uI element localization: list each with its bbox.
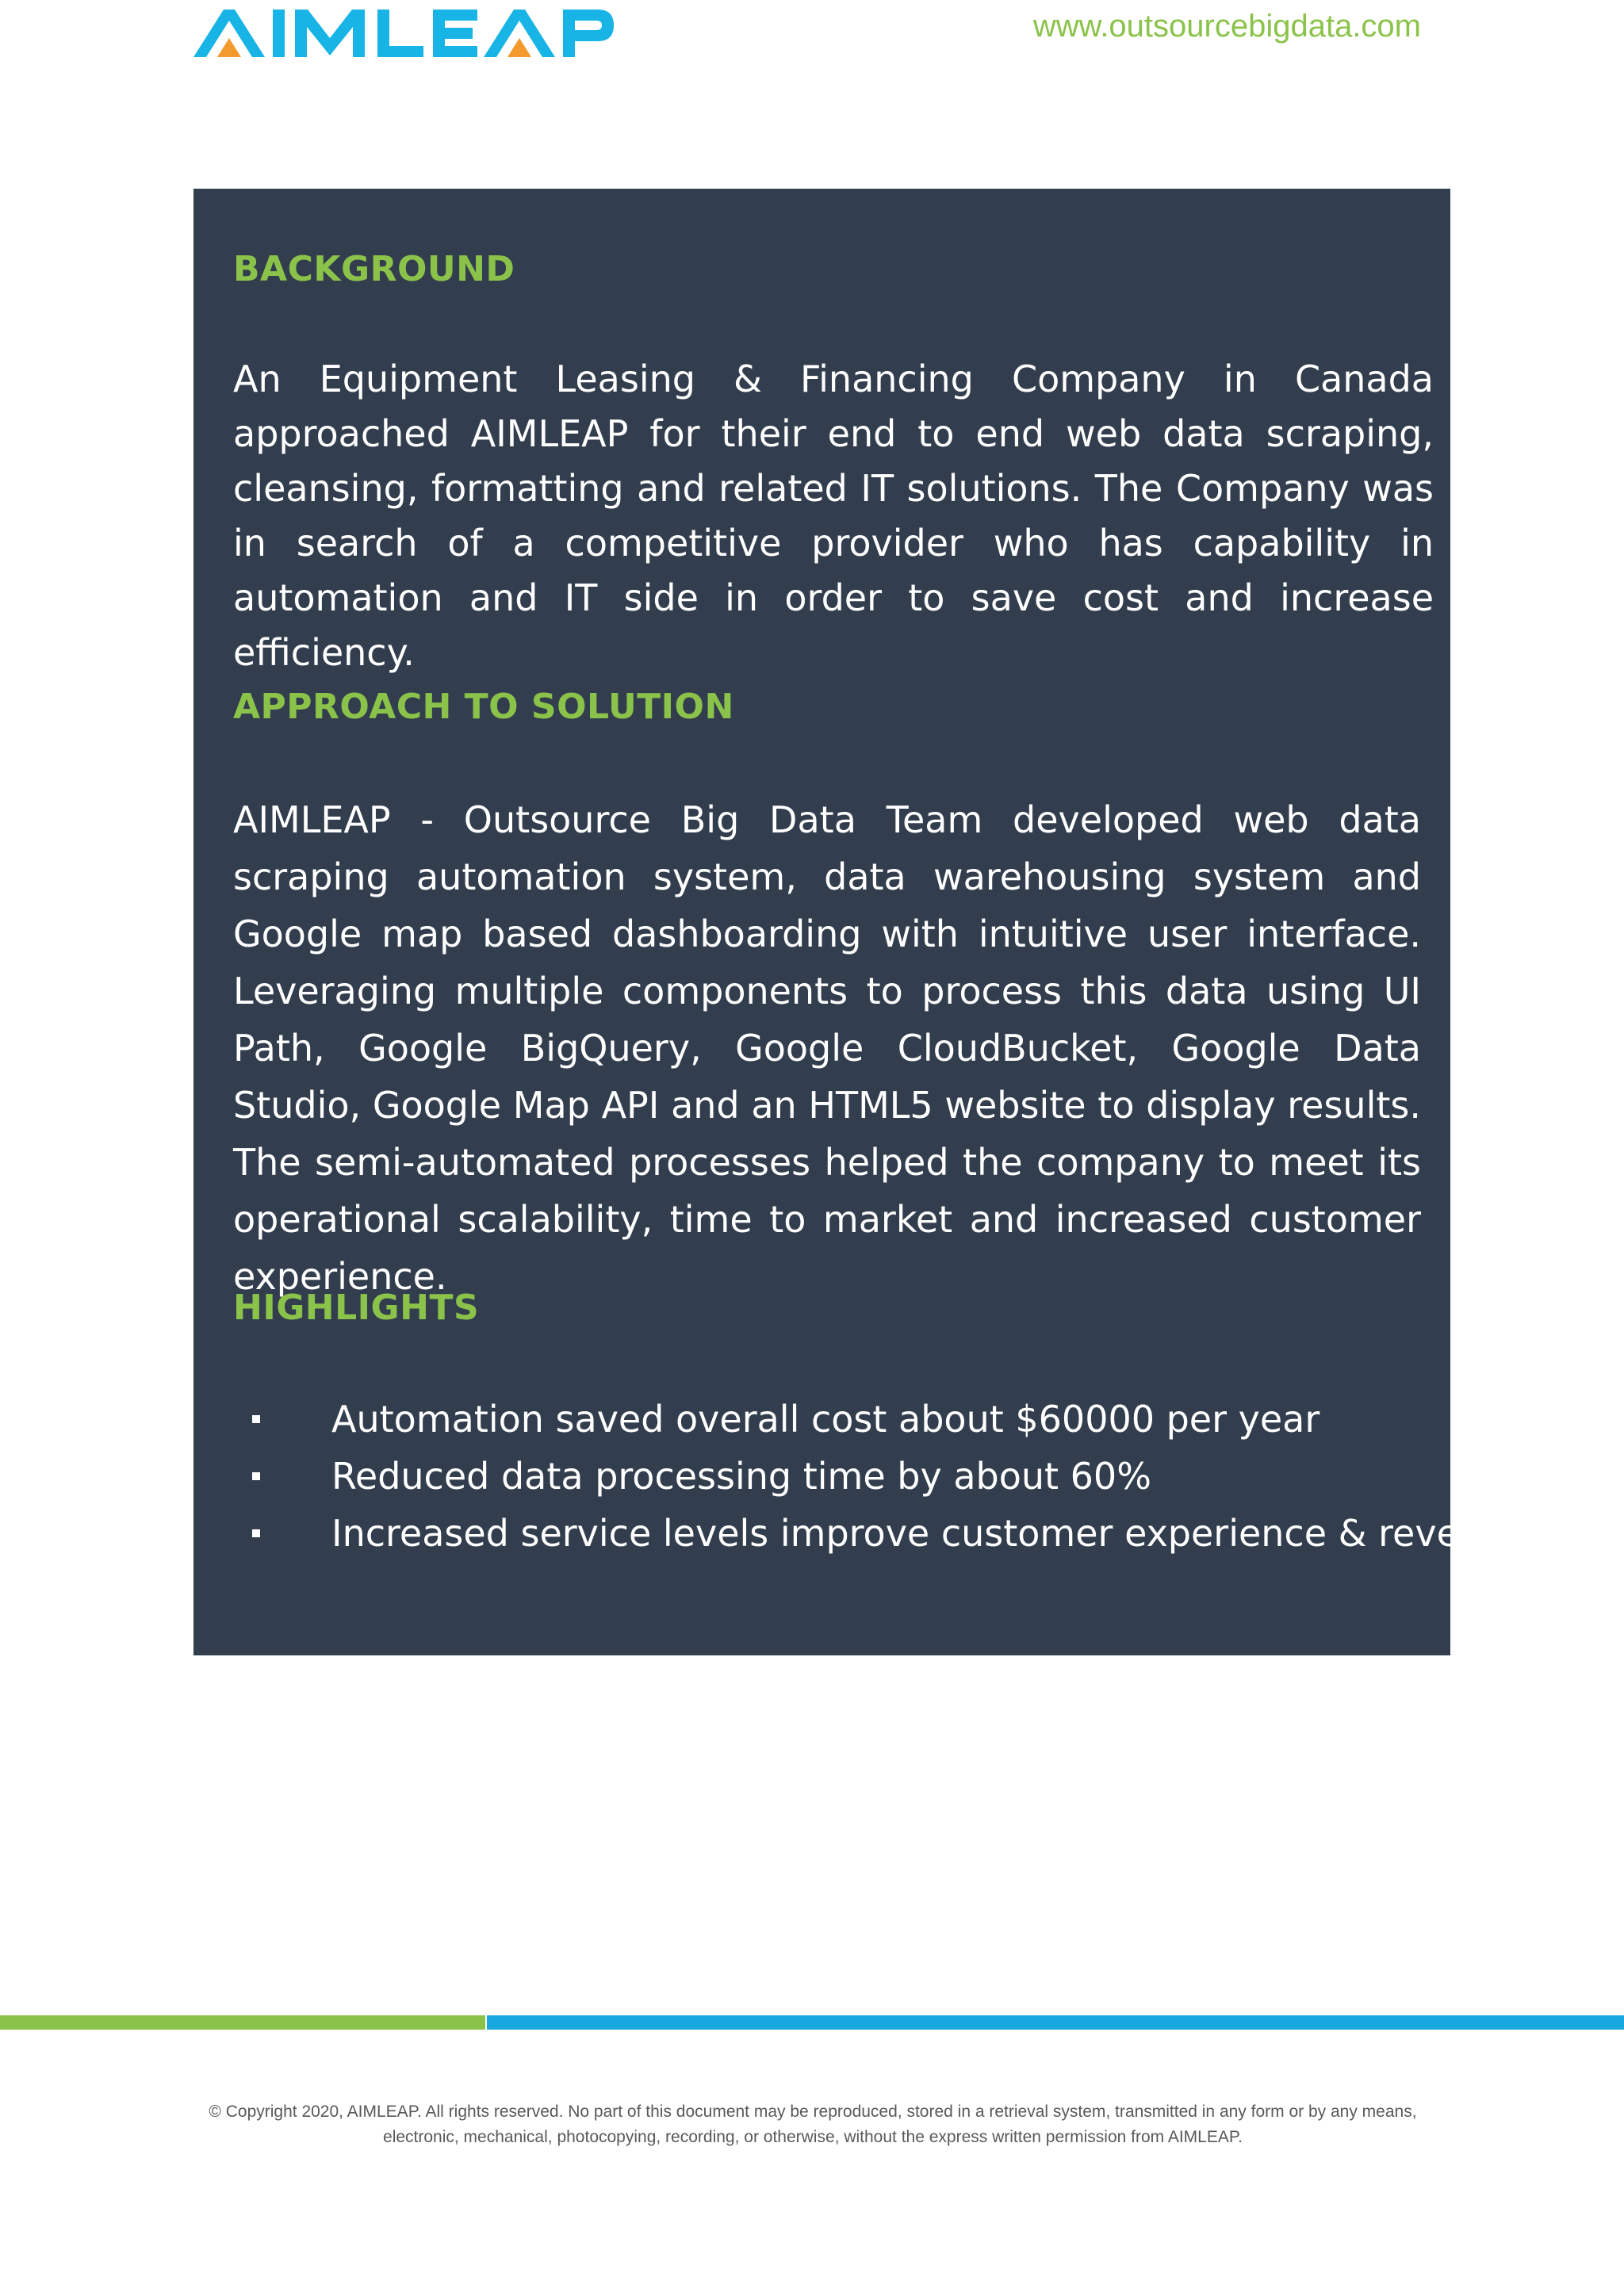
background-heading: BACKGROUND [233, 249, 515, 289]
footer-green-bar [0, 2015, 485, 2030]
list-item [233, 1391, 1539, 1448]
highlight-text: Automation saved overall cost about $60000 per year [331, 1398, 1320, 1441]
footer-blue-bar [487, 2015, 1624, 2030]
background-paragraph: An Equipment Leasing & Financing Company in Canada approached AIMLEAP for their end to end web data scraping, cleansing, formatting and related IT solutions. The Company was in search of a competitive provider who has capability in automation and IT side in order to save cost and increase efficiency. [233, 358, 1434, 674]
highlight-text: Increased service levels improve customer experience & revenue. [331, 1512, 1540, 1555]
list-item [233, 1505, 1539, 1562]
highlight-text: Reduced data processing time by about 60% [331, 1455, 1151, 1498]
highlights-heading: HIGHLIGHTS [233, 1288, 480, 1328]
copyright-notice [143, 2099, 1483, 2150]
aimleap-logo [193, 6, 669, 62]
approach-heading: APPROACH TO SOLUTION [233, 687, 734, 727]
bullet-square-icon [252, 1415, 260, 1423]
copyright-line-2: electronic, mechanical, photocopying, recording, or otherwise, without the express written permission from AIMLEAP. [383, 2128, 1243, 2146]
bullet-square-icon [252, 1529, 260, 1537]
aimleap-logo-mark [193, 6, 669, 62]
bullet-square-icon [252, 1472, 260, 1480]
case-study-panel [193, 189, 1540, 1655]
highlights-list [233, 1391, 1539, 1562]
approach-paragraph: AIMLEAP - Outsource Big Data Team developed web data scraping automation system, data warehousing system and Google map based dashboarding with intuitive user interface. Leveraging multiple components to process this data using UI Path, Google BigQuery, Google CloudBucket, Google Data Studio, Google Map API and an HTML5 website to display results. The semi-automated processes helped the company to meet its operational scalability, time to market and increased customer experience. [233, 798, 1421, 1298]
copyright-line-1: © Copyright 2020, AIMLEAP. All rights reserved. No part of this document may be reproduced, stored in a retrieval system, transmitted in any form or by any means, [209, 2103, 1417, 2121]
website-url[interactable]: www.outsourcebigdata.com [1032, 9, 1421, 44]
list-item [233, 1448, 1539, 1505]
